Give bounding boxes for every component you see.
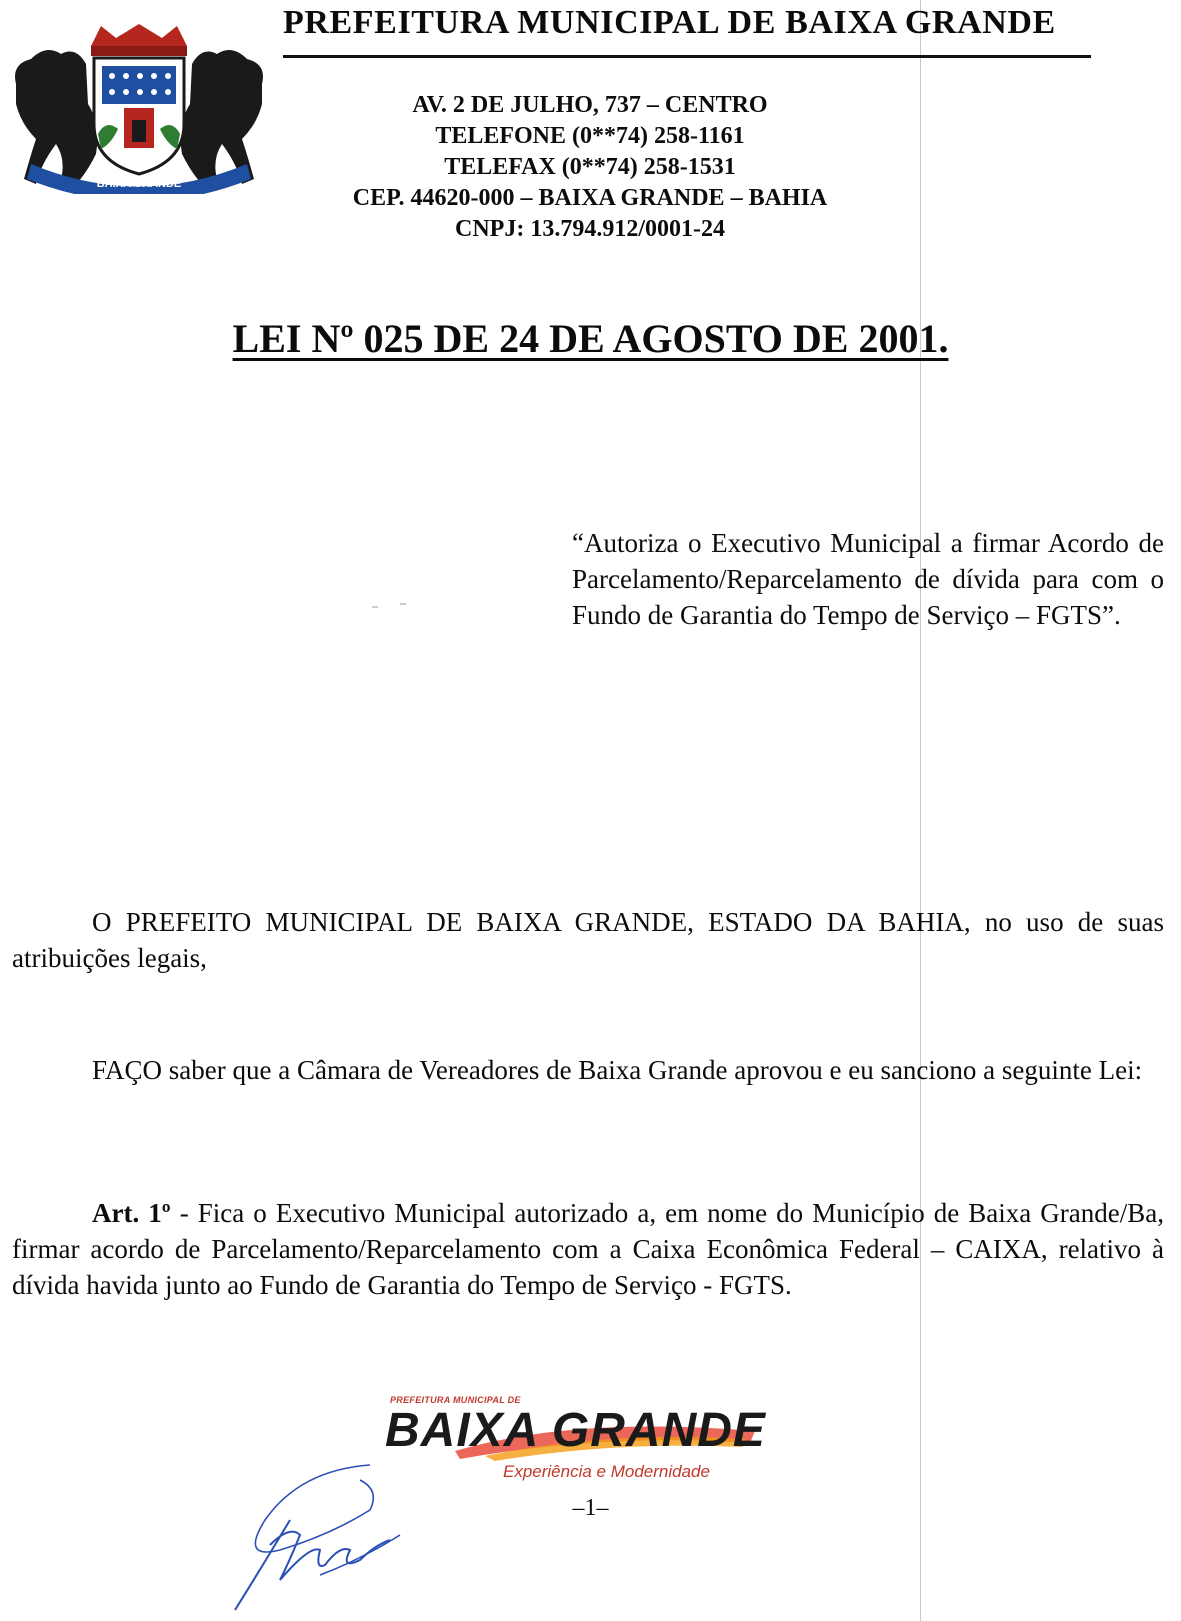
phone-line: TELEFONE (0**74) 258-1161: [435, 123, 745, 149]
logo-main-text: BAIXA GRANDE: [385, 1404, 766, 1457]
fax-line: TELEFAX (0**74) 258-1531: [444, 154, 736, 180]
address-line: AV. 2 DE JULHO, 737 – CENTRO: [412, 92, 768, 118]
article-1-paragraph: [12, 1195, 1164, 1303]
sanction-paragraph: [12, 1052, 1164, 1088]
org-name-heading: PREFEITURA MUNICIPAL DE BAIXA GRANDE: [283, 4, 1056, 41]
handwritten-signature: [220, 1450, 460, 1620]
article-1-text: - Fica o Executivo Municipal autorizado a, em nome do Município de Baixa Grande/Ba, firmar acordo de Parcelamento/Reparcelamento com a Caixa Econômica Federal – CAIXA, relativo à dívida havida junto ao Fundo de Garantia do Tempo de Serviço - FGTS.: [12, 1198, 1164, 1300]
logo-tagline: Experiência e Modernidade: [503, 1462, 710, 1481]
logo-small-text: PREFEITURA MUNICIPAL DE: [390, 1395, 521, 1405]
law-summary: “Autoriza o Executivo Municipal a firmar Acordo de Parcelamento/Reparcelamento de dívida para com o Fundo de Garantia do Tempo de Serviço – FGTS”.: [572, 528, 1164, 630]
postal-code-line: CEP. 44620-000 – BAIXA GRANDE – BAHIA: [352, 185, 828, 211]
crest-ribbon-text: BAIXA GRANDE: [96, 178, 182, 190]
scan-speck: [400, 603, 406, 605]
header-rule: [283, 55, 1091, 58]
cnpj-line: CNPJ: 13.794.912/0001-24: [455, 216, 725, 242]
coat-of-arms-icon: [6, 24, 272, 194]
preamble-text: O PREFEITO MUNICIPAL DE BAIXA GRANDE, ESTADO DA BAHIA, no uso de suas atribuições legais,: [12, 907, 1164, 973]
sanction-text: FAÇO saber que a Câmara de Vereadores de Baixa Grande aprovou e eu sanciono a seguinte Lei:: [92, 1055, 1143, 1085]
scan-artifact-line: [920, 0, 921, 1621]
page-number: –1–: [572, 1495, 609, 1521]
scan-speck: [372, 606, 378, 608]
law-title: LEI Nº 025 DE 24 DE AGOSTO DE 2001.: [232, 316, 949, 361]
address-block: [300, 90, 880, 245]
preamble-paragraph: [12, 904, 1164, 976]
article-1-label: Art. 1º: [92, 1198, 171, 1228]
